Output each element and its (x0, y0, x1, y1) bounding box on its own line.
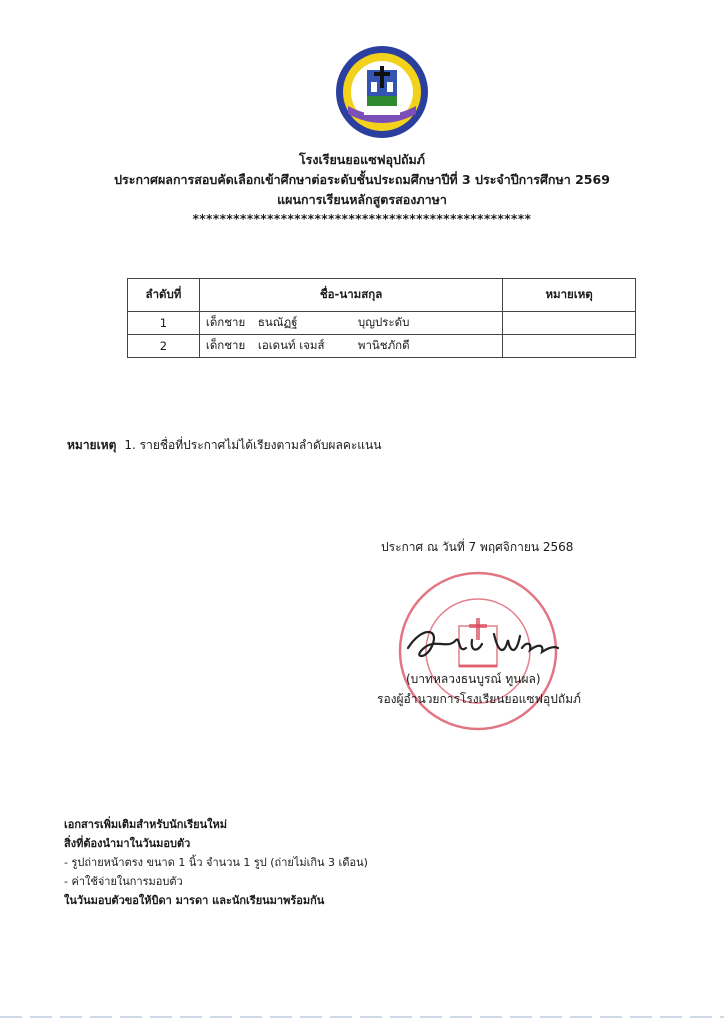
table-row (128, 335, 636, 358)
program-name: แผนการเรียนหลักสูตรสองภาษา (277, 192, 447, 207)
row-number: 2 (128, 335, 200, 358)
student-last-name: พานิชภักดี (357, 338, 410, 352)
student-first-name: ธนณัฏฐ์ (257, 315, 298, 329)
school-logo-graphic (334, 44, 430, 140)
announcement-title: ประกาศผลการสอบคัดเลือกเข้าศึกษาต่อระดับชั้นประถมศึกษาปีที่ 3 ประจำปีการศึกษา 2569 (114, 172, 610, 187)
school-logo (334, 44, 430, 140)
announcement-date: ประกาศ ณ วันที่ 7 พฤศจิกายน 2568 (381, 540, 574, 554)
additional-documents (64, 815, 368, 910)
column-header-remark: หมายเหตุ (503, 279, 636, 312)
signature (402, 618, 562, 668)
scan-edge-line (0, 1016, 724, 1018)
student-first-name: เอเดนท์ เจมส์ (257, 338, 325, 352)
signatory-name: (บาทหลวงธนบูรณ์ ทูนผล) (406, 672, 541, 686)
list-item: - ค่าใช้จ่ายในการมอบตัว (64, 875, 183, 888)
column-header-name: ชื่อ-นามสกุล (199, 279, 502, 312)
student-name (199, 335, 502, 358)
student-name (199, 312, 502, 335)
list-item: - รูปถ่ายหน้าตรง ขนาด 1 นิ้ว จำนวน 1 รูป (ถ่ายไม่เกิน 3 เดือน) (64, 856, 368, 869)
table-header-row (128, 279, 636, 312)
school-name: โรงเรียนยอแซฟอุปถัมภ์ (298, 152, 426, 167)
table-row (128, 312, 636, 335)
row-remark (503, 312, 636, 335)
signatory-position: รองผู้อำนวยการโรงเรียนยอแซฟอุปถัมภ์ (377, 692, 581, 706)
student-title: เด็กชาย (205, 338, 246, 352)
extra-footer: ในวันมอบตัวขอให้บิดา มารดา และนักเรียนมาพร้อมกัน (64, 894, 325, 907)
results-table (127, 278, 636, 358)
student-title: เด็กชาย (205, 315, 246, 329)
row-number: 1 (128, 312, 200, 335)
signature-graphic (402, 618, 562, 668)
student-last-name: บุญประดับ (357, 315, 410, 329)
document-header (0, 150, 724, 210)
extra-subtitle: สิ่งที่ต้องนำมาในวันมอบตัว (64, 837, 191, 850)
star-divider: ************************************************** (192, 212, 532, 226)
note-text: 1. รายชื่อที่ประกาศไม่ได้เรียงตามลำดับผลคะแนน (124, 438, 382, 452)
extra-title: เอกสารเพิ่มเติมสำหรับนักเรียนใหม่ (64, 818, 227, 831)
column-header-number: ลำดับที่ (128, 279, 200, 312)
row-remark (503, 335, 636, 358)
note (67, 436, 381, 455)
note-label: หมายเหตุ (67, 438, 117, 452)
